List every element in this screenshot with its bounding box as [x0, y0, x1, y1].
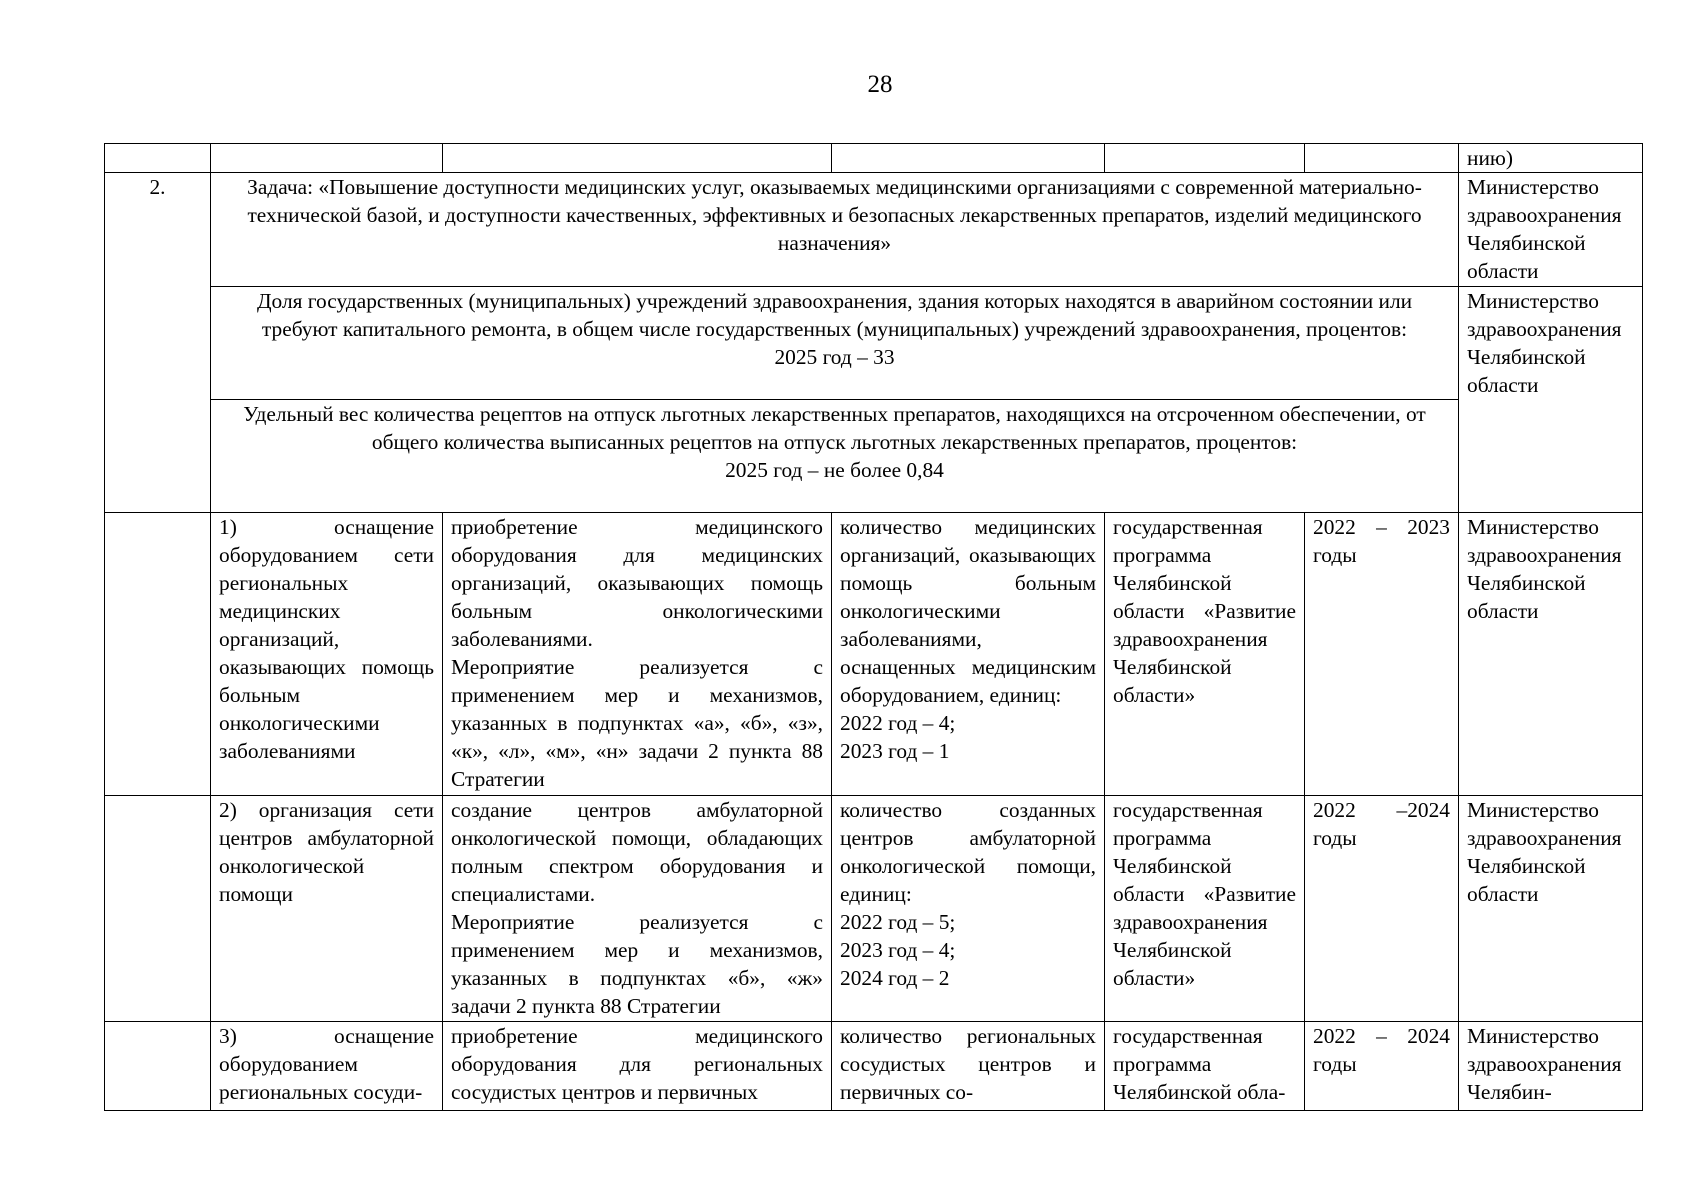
event-name: 2) организация сети центров амбулаторной онкологической помощи: [211, 796, 443, 1022]
table-cell-empty: [1105, 144, 1305, 173]
indicator-target: 2025 год – не более 0,84: [725, 458, 944, 482]
table-row-task: [105, 173, 1643, 287]
table-cell-empty: [211, 144, 443, 173]
event-result-value: 2022 год – 4;: [840, 711, 956, 735]
event-result: количество созданных центров амбулаторной онкологической помощи, единиц:: [840, 798, 1096, 906]
event-name: 1) оснащение оборудованием сети региональных медицинских организаций, оказывающих помощь больным онкологическими заболеваниями: [211, 513, 443, 796]
indicator-text: Доля государственных (муниципальных) учреждений здравоохранения, здания которых находятся в аварийном состоянии или требуют капитального ремонта, в общем числе государственных (муниципальных) учреждений здравоохранения, процентов:: [256, 289, 1413, 341]
event-responsible: Министерство здравоохранения Челябинской области: [1459, 513, 1643, 796]
table-cell-empty: [832, 144, 1105, 173]
indicator-cell: [211, 287, 1459, 400]
table-row-continuation: [105, 144, 1643, 173]
event-description: создание центров амбулаторной онкологической помощи, обладающих полным спектром оборудования и специалистами.: [451, 798, 823, 906]
indicator-text: Удельный вес количества рецептов на отпуск льготных лекарственных препаратов, находящихся на отсроченном обеспечении, от общего количества выписанных рецептов на отпуск льготных лекарственных препаратов, процентов:: [243, 402, 1426, 454]
responsible-cell-continued: нию): [1459, 144, 1643, 173]
table-cell-empty: [443, 144, 832, 173]
event-result-value: 2023 год – 4;: [840, 938, 956, 962]
table-row-event: [105, 1022, 1643, 1111]
table-cell-empty: [105, 144, 211, 173]
table-row-event: [105, 513, 1643, 796]
event-responsible: Министерство здравоохранения Челябинской области: [1459, 796, 1643, 1022]
table-cell-empty: [105, 796, 211, 1022]
event-description-cell: [443, 513, 832, 796]
task-text: Задача: «Повышение доступности медицинских услуг, оказываемых медицинскими организациями с современной материально-технической базой, и доступности качественных, эффективных и безопасных лекарственных препаратов, изделий медицинского назначения»: [211, 173, 1459, 287]
table-row-event: [105, 796, 1643, 1022]
event-result-value: 2023 год – 1: [840, 739, 950, 763]
table-row-indicator: [105, 287, 1643, 400]
event-result: количество региональных сосудистых центров и первичных со-: [832, 1022, 1105, 1111]
task-number: 2.: [105, 173, 211, 513]
strategy-table: [104, 143, 1643, 1111]
table-cell-empty: [1305, 144, 1459, 173]
event-description-cell: [443, 796, 832, 1022]
event-result-value: 2024 год – 2: [840, 966, 950, 990]
event-period: 2022 – 2024 годы: [1305, 1022, 1459, 1111]
table-cell-empty: [105, 513, 211, 796]
event-result-cell: [832, 796, 1105, 1022]
event-period: 2022 – 2023 годы: [1305, 513, 1459, 796]
event-responsible: Министерство здравоохранения Челябин-: [1459, 1022, 1643, 1111]
event-program: государственная программа Челябинской области «Развитие здравоохранения Челябинской области»: [1105, 796, 1305, 1022]
event-program: государственная программа Челябинской обла-: [1105, 1022, 1305, 1111]
event-result-cell: [832, 513, 1105, 796]
event-description: приобретение медицинского оборудования для региональных сосудистых центров и первичных: [443, 1022, 832, 1111]
task-responsible: Министерство здравоохранения Челябинской области: [1459, 173, 1643, 287]
event-result-value: 2022 год – 5;: [840, 910, 956, 934]
indicator-cell: [211, 400, 1459, 513]
indicator-target: 2025 год – 33: [774, 345, 895, 369]
table-row-indicator: [105, 400, 1643, 513]
event-program: государственная программа Челябинской области «Развитие здравоохранения Челябинской области»: [1105, 513, 1305, 796]
event-period: 2022 –2024 годы: [1305, 796, 1459, 1022]
event-mechanism: Мероприятие реализуется с применением мер и механизмов, указанных в подпунктах «б», «ж» задачи 2 пункта 88 Стратегии: [451, 910, 823, 1018]
indicator-responsible: Министерство здравоохранения Челябинской области: [1459, 287, 1643, 513]
event-description: приобретение медицинского оборудования для медицинских организаций, оказывающих помощь больным онкологическими заболеваниями.: [451, 515, 823, 651]
table-cell-empty: [105, 1022, 211, 1111]
page-number: 28: [867, 71, 893, 98]
event-name: 3) оснащение оборудованием региональных сосуди-: [211, 1022, 443, 1111]
event-result: количество медицинских организаций, оказывающих помощь больным онкологическими заболеваниями, оснащенных медицинским оборудованием, единиц:: [840, 515, 1096, 707]
event-mechanism: Мероприятие реализуется с применением мер и механизмов, указанных в подпунктах «а», «б», «з», «к», «л», «м», «н» задачи 2 пункта 88 Стратегии: [451, 655, 823, 791]
